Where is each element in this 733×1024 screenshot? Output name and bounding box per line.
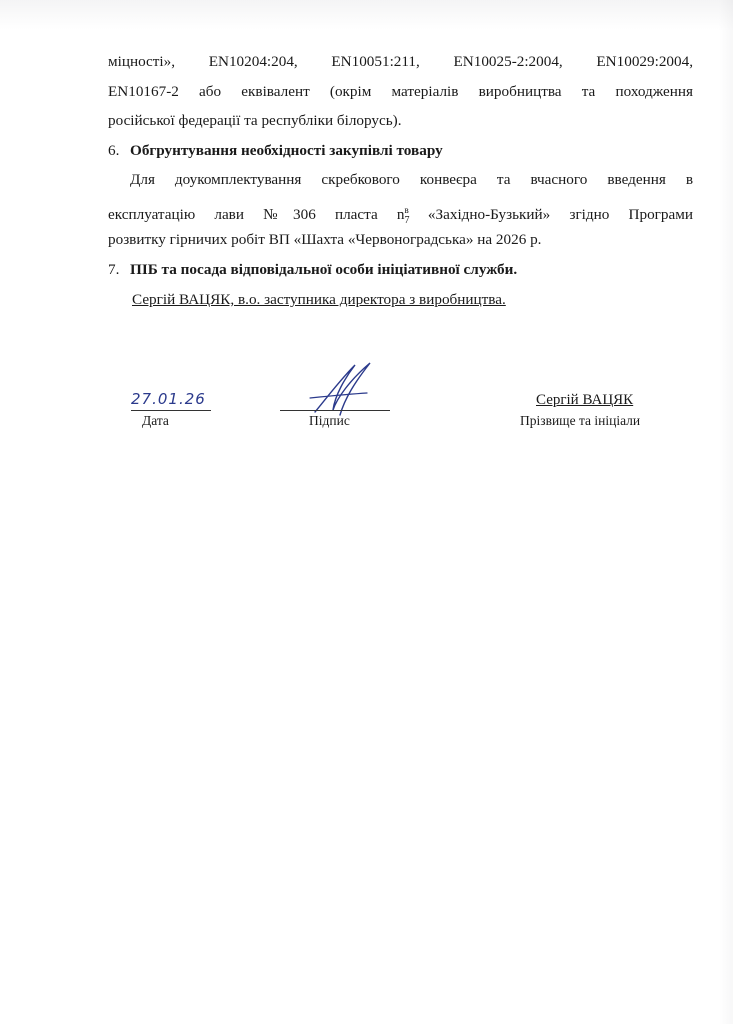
text-segment: експлуатацію лави №306 пласта n <box>108 206 405 224</box>
date-caption: Дата <box>142 413 169 428</box>
paragraph-line: EN10167-2 або еквівалент (окрім матеріалів виробництва та походження <box>108 83 693 100</box>
signature-caption: Підпис <box>309 413 350 428</box>
section-number: 6. <box>108 142 120 159</box>
section-heading-6 <box>108 136 693 166</box>
signatory-name: Сергій ВАЦЯК <box>536 392 634 408</box>
paragraph-line: розвитку гірничих робіт ВП «Шахта «Червоноградська» на 2026 р. <box>108 231 542 248</box>
handwritten-date: 27.01.26 <box>131 390 206 408</box>
section-heading-7 <box>108 255 693 285</box>
signature-underline <box>280 410 390 411</box>
subscript: 7 <box>404 215 410 227</box>
section-number: 7. <box>108 261 120 278</box>
scan-edge-top <box>0 0 733 30</box>
paragraph-line: міцності», EN10204:204, EN10051:211, EN10025-2:2004, EN10029:2004, <box>108 53 693 70</box>
signature-block <box>0 360 733 450</box>
name-caption: Прізвище та ініціали <box>520 413 641 428</box>
text-segment: «Західно-Бузький» згідно Програми <box>408 206 693 224</box>
handwritten-signature <box>295 360 385 420</box>
responsible-person: Сергій ВАЦЯК, в.о. заступника директора з виробництва. <box>132 291 506 308</box>
section-title: Обгрунтування необхідності закупівлі товару <box>130 142 443 159</box>
section-title: ПІБ та посада відповідальної особи ініціативної служби. <box>130 261 518 278</box>
paragraph-line: Для доукомплектування скребкового конвеєра та вчасного введення в <box>130 171 693 188</box>
superscript: в <box>404 205 409 215</box>
scan-edge-right <box>719 0 733 1024</box>
paragraph-line: російської федерації та республіки білорусь). <box>108 112 402 129</box>
date-underline <box>131 410 211 411</box>
